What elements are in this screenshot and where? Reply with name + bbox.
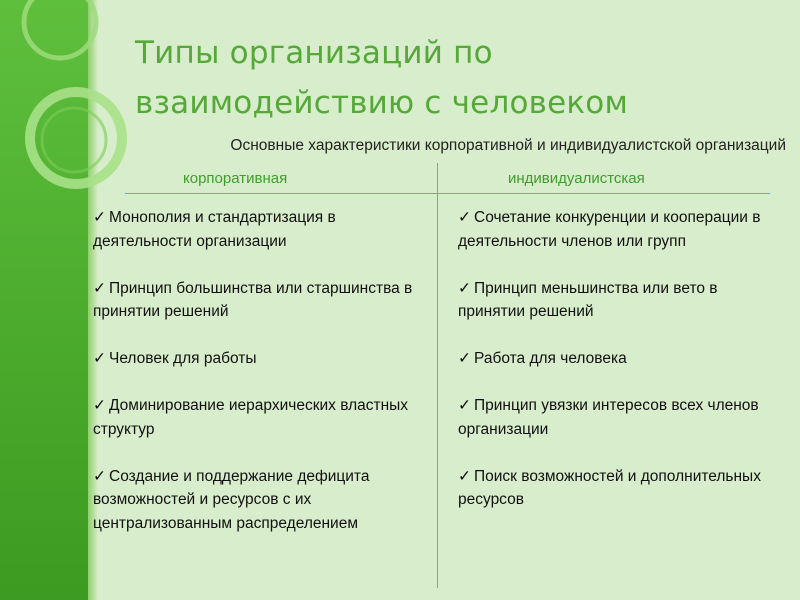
list-item bbox=[93, 465, 423, 536]
column-divider bbox=[437, 163, 438, 588]
item-text: Сочетание конкуренции и кооперации в деятельности членов или групп bbox=[458, 209, 761, 250]
checkmark-icon: ✓ bbox=[93, 209, 106, 226]
checkmark-icon: ✓ bbox=[458, 467, 471, 485]
title-line-1: Типы организаций по bbox=[135, 35, 493, 71]
list-item bbox=[93, 394, 423, 441]
individualist-column bbox=[458, 206, 778, 535]
item-text: Работа для человека bbox=[474, 350, 627, 367]
list-item bbox=[93, 277, 423, 324]
list-item bbox=[458, 465, 778, 512]
corporate-column bbox=[93, 206, 423, 559]
item-text: Принцип меньшинства или вето в принятии решений bbox=[458, 279, 718, 320]
item-text: Поиск возможностей и дополнительных ресурсов bbox=[458, 467, 761, 508]
item-text: Создание и поддержание дефицита возможностей и ресурсов с их централизованным распределением bbox=[93, 467, 370, 532]
slide-title bbox=[135, 28, 735, 128]
column-header-individualist: индивидуалистская bbox=[508, 170, 645, 187]
item-text: Принцип увязки интересов всех членов организации bbox=[458, 397, 759, 438]
item-text: Человек для работы bbox=[109, 350, 257, 367]
checkmark-icon: ✓ bbox=[93, 467, 106, 485]
list-item bbox=[458, 206, 778, 253]
checkmark-icon: ✓ bbox=[93, 397, 106, 414]
checkmark-icon: ✓ bbox=[93, 279, 106, 297]
checkmark-icon: ✓ bbox=[458, 397, 471, 414]
list-item bbox=[93, 347, 423, 371]
column-header-corporate: корпоративная bbox=[183, 170, 288, 187]
item-text: Доминирование иерархических властных структур bbox=[93, 397, 409, 438]
list-item bbox=[458, 394, 778, 441]
list-item bbox=[458, 277, 778, 324]
checkmark-icon: ✓ bbox=[458, 209, 471, 226]
item-text: Принцип большинства или старшинства в принятии решений bbox=[93, 279, 413, 320]
title-line-2: взаимодействию с человеком bbox=[135, 85, 629, 121]
header-divider bbox=[125, 193, 770, 194]
checkmark-icon: ✓ bbox=[458, 350, 471, 367]
checkmark-icon: ✓ bbox=[458, 279, 471, 297]
item-text: Монополия и стандартизация в деятельности организации bbox=[93, 209, 336, 250]
checkmark-icon: ✓ bbox=[93, 350, 106, 367]
slide-subtitle: Основные характеристики корпоративной и индивидуалистской организаций bbox=[230, 137, 786, 154]
list-item bbox=[458, 347, 778, 371]
list-item bbox=[93, 206, 423, 253]
